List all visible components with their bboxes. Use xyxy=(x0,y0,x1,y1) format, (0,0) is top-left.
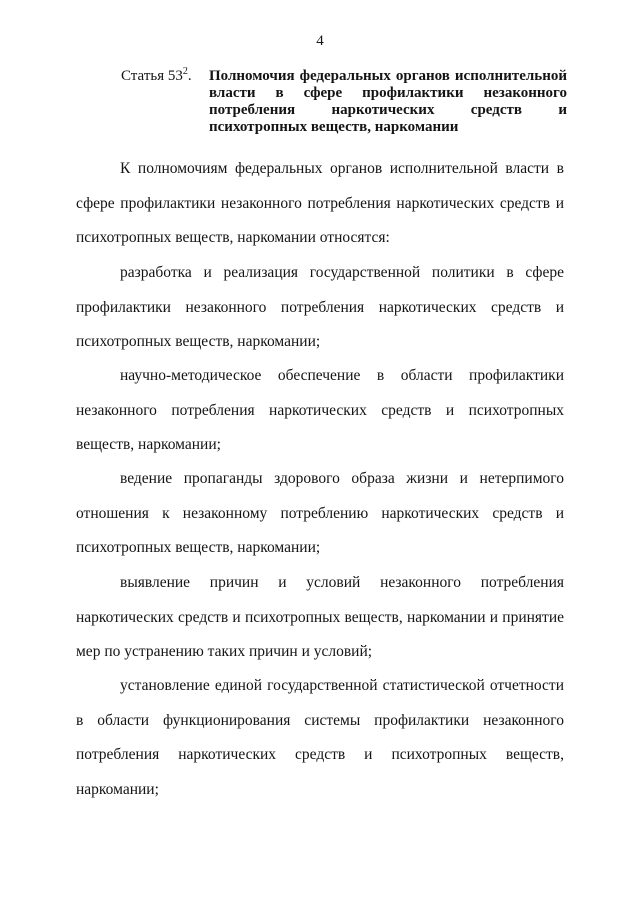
article-label: Статья 53 xyxy=(121,68,183,84)
paragraph-item: научно-методическое обеспечение в области профилактики незаконного потребления наркотических средств и психотропных веществ, наркомании; xyxy=(76,367,564,453)
paragraph-item: выявление причин и условий незаконного потребления наркотических средств и психотропных веществ, наркомании и принятие мер по устранению таких причин и условий; xyxy=(76,574,564,660)
article-superscript: 2 xyxy=(182,66,188,77)
article-number xyxy=(121,68,192,85)
paragraph-intro: К полномочиям федеральных органов исполнительной власти в сфере профилактики незаконного потребления наркотических средств и психотропных веществ, наркомании относятся: xyxy=(76,160,564,246)
page-number: 4 xyxy=(316,33,324,49)
paragraph-item: установление единой государственной статистической отчетности в области функционирования системы профилактики незаконного потребления наркотических средств и психотропных веществ, наркомании; xyxy=(76,677,564,798)
article-title: Полномочия федеральных органов исполнительной власти в сфере профилактики незаконного потребления наркотических средств и психотропных веществ, наркомании xyxy=(209,68,567,135)
article-label-suffix: . xyxy=(187,68,192,84)
paragraph-item: ведение пропаганды здорового образа жизни и нетерпимого отношения к незаконному потреблению наркотических средств и психотропных веществ, наркомании; xyxy=(76,470,564,556)
paragraph-item: разработка и реализация государственной политики в сфере профилактики незаконного потребления наркотических средств и психотропных веществ, наркомании; xyxy=(76,264,564,350)
